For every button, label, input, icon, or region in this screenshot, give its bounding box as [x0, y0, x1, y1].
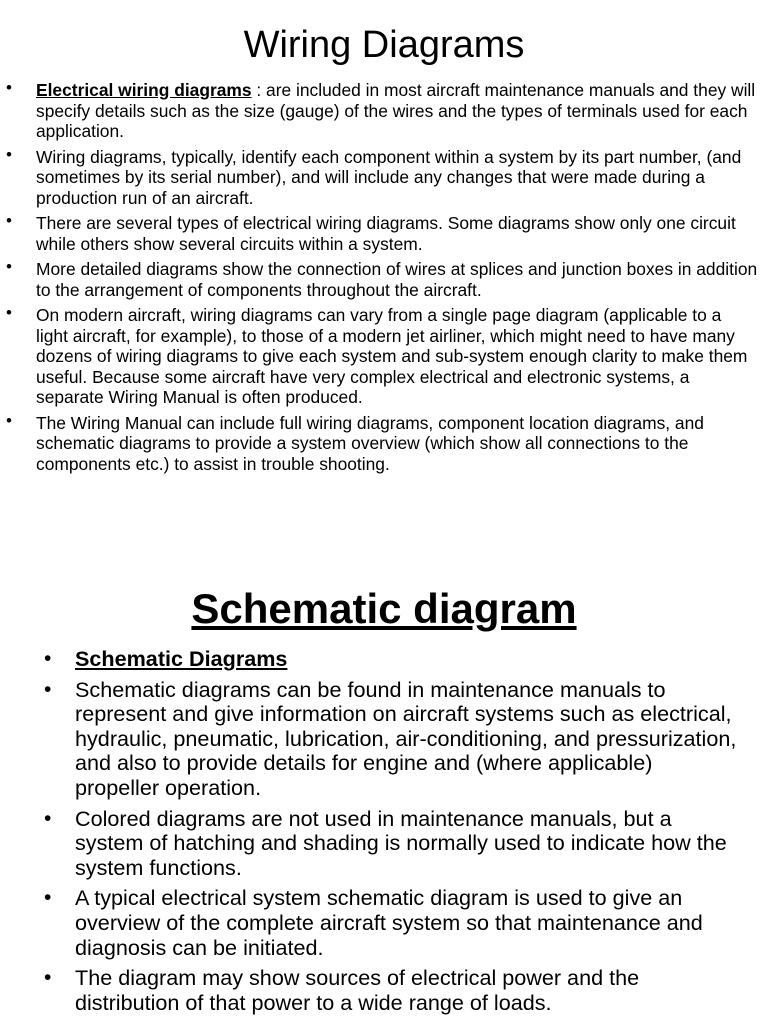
- wiring-diagrams-title: Wiring Diagrams: [243, 24, 525, 66]
- bullet-item: [0, 678, 768, 801]
- bullet-item: [0, 647, 768, 672]
- bullet-icon: •: [44, 966, 52, 990]
- bullet-text: On modern aircraft, wiring diagrams can vary from a single page diagram (applicable to a light aircraft, for example), to those of a modern jet airliner, which might need to have many dozens of wiring diagrams to give each system and sub-system enough clarity to make them useful. Because some aircraft have very complex electrical and electronic systems, a separate Wiring Manual is often produced.: [36, 305, 748, 407]
- bullet-icon: •: [44, 806, 52, 830]
- bullet-item: [0, 305, 768, 408]
- bullet-lead: Electrical wiring diagrams: [36, 80, 252, 100]
- bullet-item: [0, 807, 768, 881]
- wiring-diagrams-bullet-list: [0, 80, 768, 479]
- bullet-text: : are included in most aircraft maintenance manuals and they will specify details such as the size (gauge) of the wires and the types of terminals used for each application.: [36, 80, 756, 141]
- bullet-item: [0, 966, 768, 1015]
- schematic-diagram-bullet-list: [0, 647, 768, 1021]
- bullet-item: [0, 410, 768, 475]
- bullet-icon: •: [6, 211, 12, 230]
- bullet-text: More detailed diagrams show the connection of wires at splices and junction boxes in addition to the arrangement of components throughout the aircraft.: [36, 259, 758, 300]
- bullet-item: [0, 80, 768, 142]
- bullet-text: A typical electrical system schematic diagram is used to give an overview of the complete aircraft system so that maintenance and diagnosis can be initiated.: [75, 885, 703, 960]
- bullet-item: [0, 886, 768, 960]
- bullet-item: [0, 213, 768, 254]
- bullet-icon: •: [44, 886, 52, 910]
- bullet-icon: •: [6, 78, 12, 97]
- bullet-icon: •: [6, 303, 12, 322]
- bullet-text: The diagram may show sources of electrical power and the distribution of that power to a wide range of loads.: [75, 965, 640, 1015]
- bullet-icon: •: [6, 257, 12, 276]
- bullet-icon: •: [44, 647, 52, 670]
- bullet-item: [0, 259, 768, 300]
- bullet-text: There are several types of electrical wiring diagrams. Some diagrams show only one circuit while others show several circuits within a system.: [36, 213, 736, 254]
- bullet-icon: •: [6, 144, 12, 164]
- bullet-icon: •: [6, 410, 12, 430]
- bullet-text: The Wiring Manual can include full wiring diagrams, component location diagrams, and schematic diagrams to provide a system overview (which show all connections to the components etc.) to assist in trouble shooting.: [36, 412, 704, 474]
- bullet-item: [0, 144, 768, 209]
- bullet-lead: Schematic Diagrams: [75, 646, 288, 671]
- bullet-text: Schematic diagrams can be found in maintenance manuals to represent and give information on aircraft systems such as electrical, hydraulic, pneumatic, lubrication, air-conditioning, and pressurization, and also to provide details for engine and (where applicable) propeller operation.: [75, 676, 737, 800]
- bullet-icon: •: [44, 677, 52, 701]
- schematic-diagram-title: Schematic diagram: [191, 585, 577, 632]
- bullet-text: Wiring diagrams, typically, identify each component within a system by its part number, (and sometimes by its serial number), and will include any changes that were made during a production run of an aircraft.: [36, 146, 742, 208]
- bullet-text: Colored diagrams are not used in maintenance manuals, but a system of hatching and shading is normally used to indicate how the system functions.: [75, 805, 727, 880]
